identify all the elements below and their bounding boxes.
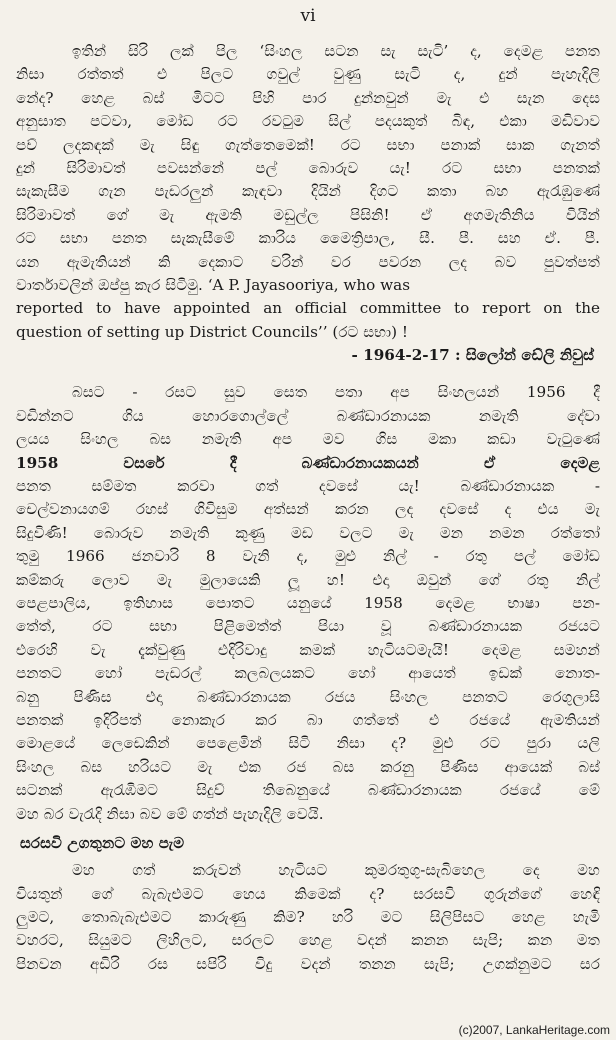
text-line: මහ බර වැරැදි නිසා බව මේ ගත්න් පැහැදිලි වෙයි.	[16, 804, 324, 823]
text-line: සටනක් ඇරැඹිමට සිදුව් තිබෙනුයේ බණ්ඩාරනායක රජයේ මේ	[16, 781, 600, 800]
text-line: සිරිමාවත් ගේ මැ ඇමති මඩුල්ල පිසිනි! ඒ අගමැතිනිය වියින්	[16, 205, 600, 224]
page-body	[16, 40, 600, 976]
text-line: පනතට හෝ පැඩරල් කලබලයකට හෝ ආයෙත් ඉඩක් නොත-	[16, 664, 600, 683]
text-line: සිදුවිණි! බොරුව නමැති කුණු මඩ වලට මැ මන නමන රත්තෝ	[16, 523, 600, 542]
english-quote-start: ‘A P. Jayasooriya, who was	[207, 275, 411, 294]
text-line: වහරට, සියුමට ලිහිලට, සරලට හෙළ වදන් කනන සැපි; කන මත	[16, 931, 600, 950]
quote-source: (රට සභා) !	[327, 322, 408, 341]
english-quote-line: reported to have appointed an official committee to report on the	[16, 299, 600, 318]
text-line: කම්කරු ලොව මැ මුලායෙකි ලූ හ! එදා ඔවුන් ගේ රතු නිල්	[16, 570, 600, 589]
text-line: පනතක් ඉදිරිපත් නොකැර කර බා ගත්තේ එ රජයේ ඇමතියන්	[16, 710, 600, 729]
text-line	[16, 321, 600, 344]
text-line: 1958 වසරේ දී බණ්ඩාරනායකයන් ඒ දෙමළ	[16, 453, 600, 472]
citation: - 1964-2-17 : සිලෝන් ඩේලි නිවුස්	[351, 346, 594, 365]
text-line: ඉතින් සිරි ලක් පිල ‘සිංහල සටන සැ සැටි’ ද, දෙමළ පනත	[72, 42, 600, 60]
text-line: මහ ගත් කරුවන් හැටියට කුමරතුගු-සැබිහෙල දෙ මහ	[72, 861, 600, 880]
copyright-credit: (c)2007, LankaHeritage.com	[458, 1023, 610, 1037]
text-line: පෙළපාලිය, ඉතිහාස පොතට යනුයේ 1958 දෙමළ භාෂා පන-	[16, 593, 600, 612]
paragraph-1	[16, 40, 600, 367]
text-line: දුන් සිරිමාවත් පවසන්නේ පල් බොරුව යැ! රට සභා පනතක්	[16, 158, 600, 177]
english-quote-end: question of setting up District Councils’’	[16, 322, 328, 341]
paragraph-2	[16, 381, 600, 825]
text-line: පව් ලදකඳක් මැ සිඳු ගැත්තෙමෙක්! රට සභා පනාක් සාක ගැනත්	[16, 135, 600, 154]
text-line: ලයය සිංහල බස නමැති අප මව ගිස මකා කඩා වැටුණේ	[16, 430, 600, 449]
text-line: පනත සම්මත කරවා ගත් දවසේ යැ! බණ්ඩාරනායක -	[16, 477, 600, 496]
text-line: චෙල්වනායගම් රහස් ගිවිසුම අත්සන් කරන ලද දවසේ ද එය මැ	[16, 500, 600, 519]
section-university-scholars	[16, 832, 600, 976]
text-line: සැකැසීම ගැන පැඩරලුන් කැඳවා දියින් දිගට කතා බහ ඇරැඹුණේ	[16, 182, 600, 201]
page-number: vi	[300, 6, 316, 26]
text-line: මොළයේ ලෙඩෙකින් පෙළෙමින් සිටි නිසා ද? මුළු රට පුරා යලි	[16, 734, 600, 753]
text-line: වඩින්නට ගිය හොරගොල්ලේ බණ්ඩාරනායක නමැති දේවා	[16, 406, 600, 425]
text-line: නිසා රත්තත් එ පිලට ගවුල් වුණු සැටි ද, දුන් පැහැදිලි	[16, 65, 600, 84]
text-line: යන ඇමැතියන් කි දෙකාට වරින් වර පවරන ලද බව පුවත්පත්	[16, 252, 600, 271]
text-line: නේද? හෙළ බස් මිටට පිහි පාර දුන්නවුන් මැ එ සැන දෙස	[16, 88, 600, 107]
text-line: තේත්, රට සභා පිළිමෙත්ත් පියා වූ බණ්ඩාරනායක රජයට	[16, 617, 600, 636]
text-line: බනු පිණිස එදා බණ්ඩාරනායක රජය සිංහල පනතට රෙගුලාසි	[16, 687, 600, 706]
text-line: එරෙහි වැ දැක්වුණු එදිරිවාදු කමක් හැටියටමැයි! දෙමළ සමහන්	[16, 640, 600, 659]
text-line: රට සභා පනත සැකැසීමේ කාරිය මෛත්‍රිපාල, සී. පී. සහ ඒ. පී.	[16, 229, 600, 248]
text-line: වියතුන් ගේ බැබැළුමට හෙය කිමෙක් ද? සරසවි ගුරුන්ගේ හෙඳි	[16, 884, 600, 903]
section-heading: සරසවි උගතුනට මහ පැම	[20, 833, 185, 852]
text-line: බසට - රසට සුව සෙත පතා අප සිංහලයන් 1956 දී	[72, 383, 600, 402]
text-line: අනුසාත පටවා, මෝඩ රට රවටුම සිල් පදයකුත් බිඳ, එකා මඩිවාව	[16, 112, 600, 131]
text-line: පිනවන අඩිරි රස සපිරි විදු වදන් තනන සැපි; උගක්නුමට සර	[16, 954, 600, 973]
text-line: ලුමට, තොබැබැළුමට කාරුණු කිම? හරි මට සිලිපිසට හෙළ හැමි	[16, 908, 600, 927]
text-line: තුමු 1966 ජනවාරි 8 වැනි ද, මුළු නිල් - රතු පල් මෝඩ	[16, 547, 600, 566]
text-line: සිංහල බස හරියට මැ එක රජ බස කරනු පිණිස ආයෙක් බස්	[16, 757, 600, 776]
sinhala-text: වාර්තාවලින් ඔප්පු කැර සිටිමු.	[16, 275, 203, 294]
text-line	[16, 274, 600, 297]
